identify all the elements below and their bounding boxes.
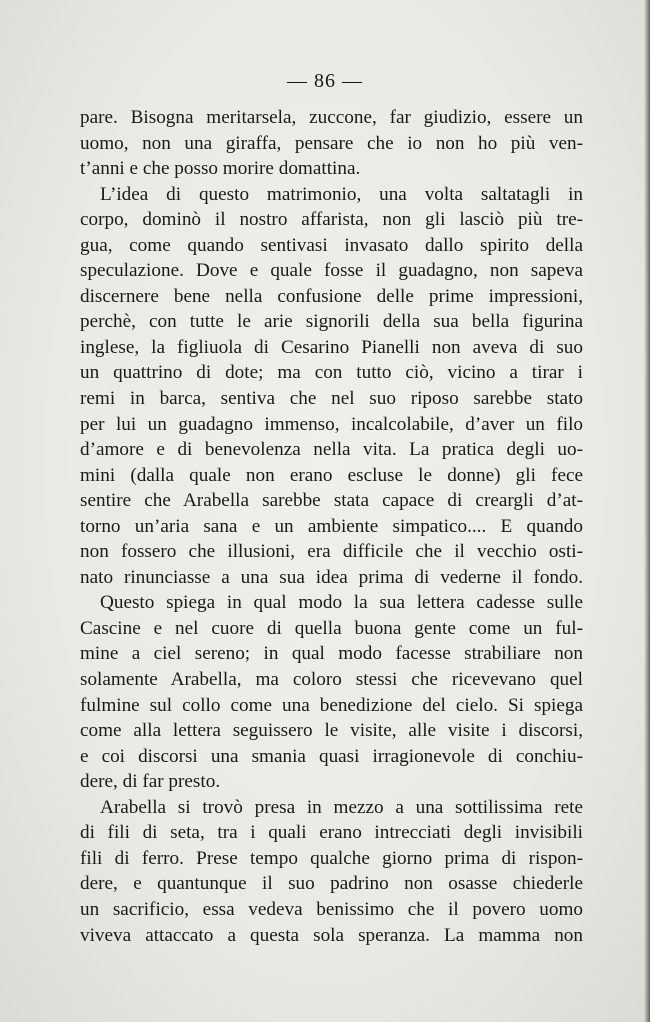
- text-line: come alla lettera seguissero le visite, alle visite i discorsi,: [80, 720, 583, 742]
- text-line: uomo, non una giraffa, pensare che io non ho più ven-: [80, 132, 583, 154]
- text-line: inglese, la figliuola di Cesarino Pianelli non aveva di suo: [80, 336, 583, 358]
- text-line: gua, come quando sentivasi invasato dallo spirito della: [80, 234, 583, 256]
- text-line: torno un’aria sana e un ambiente simpatico.... E quando: [80, 515, 583, 537]
- text-line: un sacrificio, essa vedeva benissimo che il povero uomo: [80, 898, 583, 920]
- text-line: fulmine sul collo come una benedizione del cielo. Si spiega: [80, 694, 583, 716]
- text-line: Questo spiega in qual modo la sua lettera cadesse sulle: [100, 592, 583, 614]
- text-line: Arabella si trovò presa in mezzo a una sottilissima rete: [100, 796, 583, 818]
- body-text: [80, 105, 583, 948]
- text-line: non fossero che illusioni, era difficile che il vecchio osti-: [80, 541, 583, 563]
- text-line: per lui un guadagno immenso, incalcolabile, d’aver un filo: [80, 413, 583, 435]
- text-line: perchè, con tutte le arie signorili della sua bella figurina: [80, 311, 583, 333]
- text-line: discernere bene nella confusione delle prime impressioni,: [80, 285, 583, 307]
- text-line: nato rinunciasse a una sua idea prima di vederne il fondo.: [80, 566, 583, 588]
- text-line: Cascine e nel cuore di quella buona gente come un ful-: [80, 617, 583, 639]
- text-line: dere, di far presto.: [80, 771, 221, 793]
- page-edge-shadow: [644, 0, 650, 1022]
- text-line: t’anni e che posso morire domattina.: [80, 158, 361, 180]
- text-line: mine a ciel sereno; in qual modo facesse strabiliare non: [80, 643, 583, 665]
- text-line: viveva attaccato a questa sola speranza. La mamma non: [80, 924, 583, 946]
- text-line: solamente Arabella, ma coloro stessi che ricevevano quel: [80, 669, 583, 691]
- text-line: e coi discorsi una smania quasi irragionevole di conchiu-: [80, 745, 583, 767]
- text-line: di fili di seta, tra i quali erano intrecciati degli invisibili: [80, 822, 583, 844]
- text-line: remi in barca, sentiva che nel suo riposo sarebbe stato: [80, 388, 583, 410]
- text-line: dere, e quantunque il suo padrino non osasse chiederle: [80, 873, 583, 895]
- text-line: un quattrino di dote; ma con tutto ciò, vicino a tirar i: [80, 362, 583, 384]
- text-line: sentire che Arabella sarebbe stata capace di creargli d’at-: [80, 490, 583, 512]
- text-line: mini (dalla quale non erano escluse le donne) gli fece: [80, 464, 583, 486]
- text-line: fili di ferro. Prese tempo qualche giorno prima di rispon-: [80, 847, 583, 869]
- text-line: L’idea di questo matrimonio, una volta saltatagli in: [100, 183, 583, 205]
- text-line: corpo, dominò il nostro affarista, non gli lasciò più tre-: [80, 209, 583, 231]
- page-number: — 86 —: [287, 70, 363, 92]
- text-line: speculazione. Dove e quale fosse il guadagno, non sapeva: [80, 260, 583, 282]
- text-line: pare. Bisogna meritarsela, zuccone, far giudizio, essere un: [80, 107, 583, 128]
- text-line: d’amore e di benevolenza nella vita. La pratica degli uo-: [80, 439, 583, 461]
